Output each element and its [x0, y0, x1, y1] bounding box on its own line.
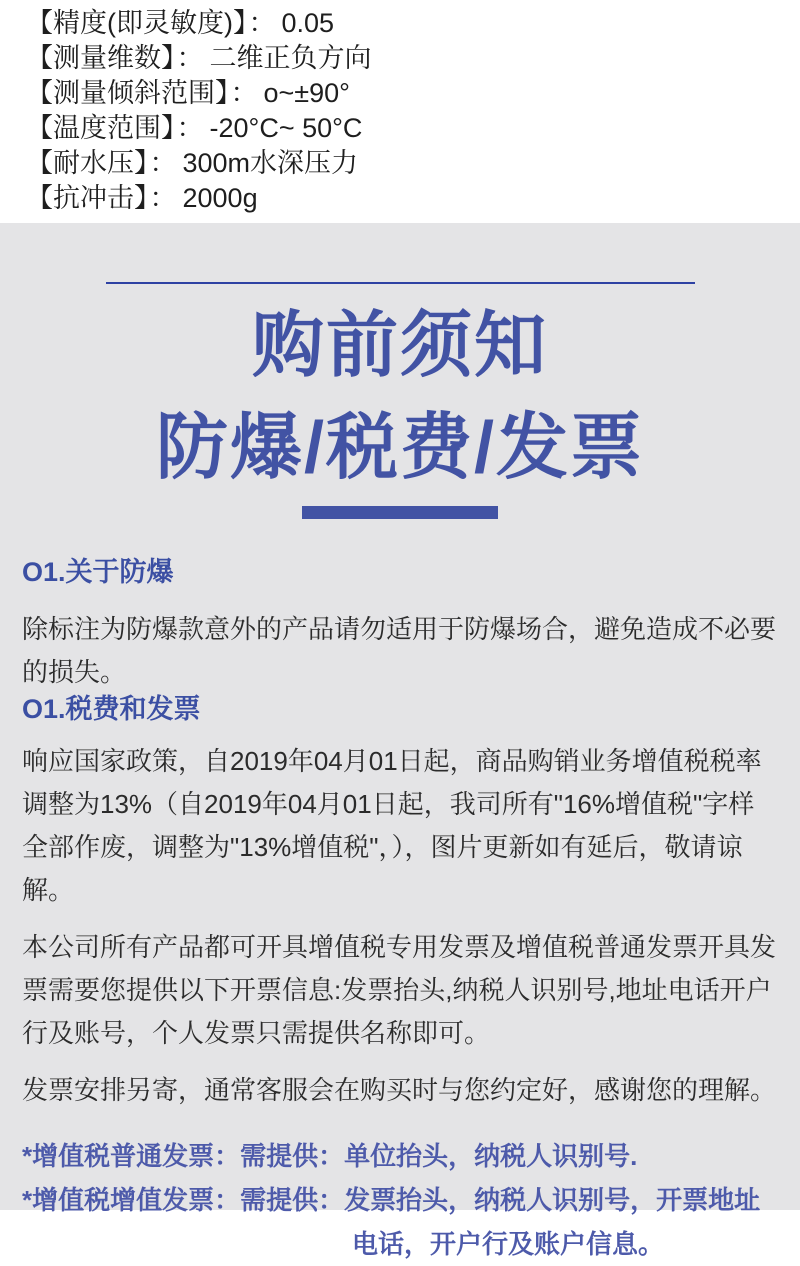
section-heading-explosion-proof: O1.关于防爆: [22, 557, 174, 587]
spec-label: 【抗冲击】: [26, 183, 148, 213]
spec-colon: ：: [230, 78, 258, 108]
spec-row-temperature: [26, 111, 800, 146]
paragraph-explosion-proof: 除标注为防爆款意外的产品请勿适用于防爆场合，避免造成不必要的损失。: [22, 614, 777, 687]
spec-colon: ：: [149, 148, 177, 178]
spec-label: 【温度范围】: [26, 113, 175, 143]
spec-value: o~±90°: [263, 78, 350, 108]
spec-row-tilt-range: [26, 76, 800, 111]
banner-title-line2: 防爆/税费/发票: [155, 408, 644, 488]
spec-value: 0.05: [281, 8, 335, 38]
spec-colon: ：: [176, 113, 204, 143]
note-vat-invoice: *增值税增值发票：需提供：发票抬头，纳税人识别号，开票地址: [22, 1185, 761, 1215]
note-regular-invoice: *增值税普通发票：需提供：单位抬头，纳税人识别号.: [22, 1141, 638, 1171]
banner-bottom-bar: [302, 506, 498, 519]
paragraph-invoice-info: 本公司所有产品都可开具增值税专用发票及增值税普通发票开具发票需要您提供以下开票信息:发票抬头,纳税人识别号,地址电话开户行及账号，个人发票只需提供名称即可。: [22, 932, 777, 1048]
section-heading-tax-invoice: O1.税费和发票: [22, 694, 201, 724]
note-vat-invoice-continued: 电话，开户行及账户信息。: [352, 1229, 665, 1259]
spec-colon: ：: [248, 8, 276, 38]
spec-label: 【测量维数】: [26, 43, 175, 73]
spec-row-shock-resistance: [26, 181, 800, 216]
spec-row-water-pressure: [26, 146, 800, 181]
spec-colon: ：: [149, 183, 177, 213]
banner-title-line1: 购前须知: [251, 306, 548, 386]
spec-row-accuracy: [26, 6, 800, 41]
spec-value: 二维正负方向: [209, 43, 372, 73]
paragraph-invoice-shipping: 发票安排另寄，通常客服会在购买时与您约定好，感谢您的理解。: [22, 1075, 777, 1105]
spec-label: 【耐水压】: [26, 148, 148, 178]
invoice-notes: [22, 1134, 778, 1266]
spec-list: [0, 0, 800, 223]
spec-value: -20°C~ 50°C: [209, 113, 363, 143]
spec-label: 【测量倾斜范围】: [26, 78, 229, 108]
spec-row-dimensions: [26, 41, 800, 76]
spec-colon: ：: [176, 43, 204, 73]
banner-top-rule: [106, 282, 695, 284]
spec-value: 2000g: [182, 183, 258, 213]
paragraph-tax-policy: 响应国家政策，自2019年04月01日起，商品购销业务增值税税率调整为13%（自2019年04月01日起，我司所有"16%增值税"字样全部作废，调整为"13%增值税"，），图片更新如有延后，敬请谅解。: [22, 746, 762, 905]
notice-content: [0, 557, 800, 1266]
notice-section: [0, 223, 800, 1259]
spec-value: 300m水深压力: [182, 148, 359, 178]
spec-label: 【精度(即灵敏度)】: [26, 8, 247, 38]
